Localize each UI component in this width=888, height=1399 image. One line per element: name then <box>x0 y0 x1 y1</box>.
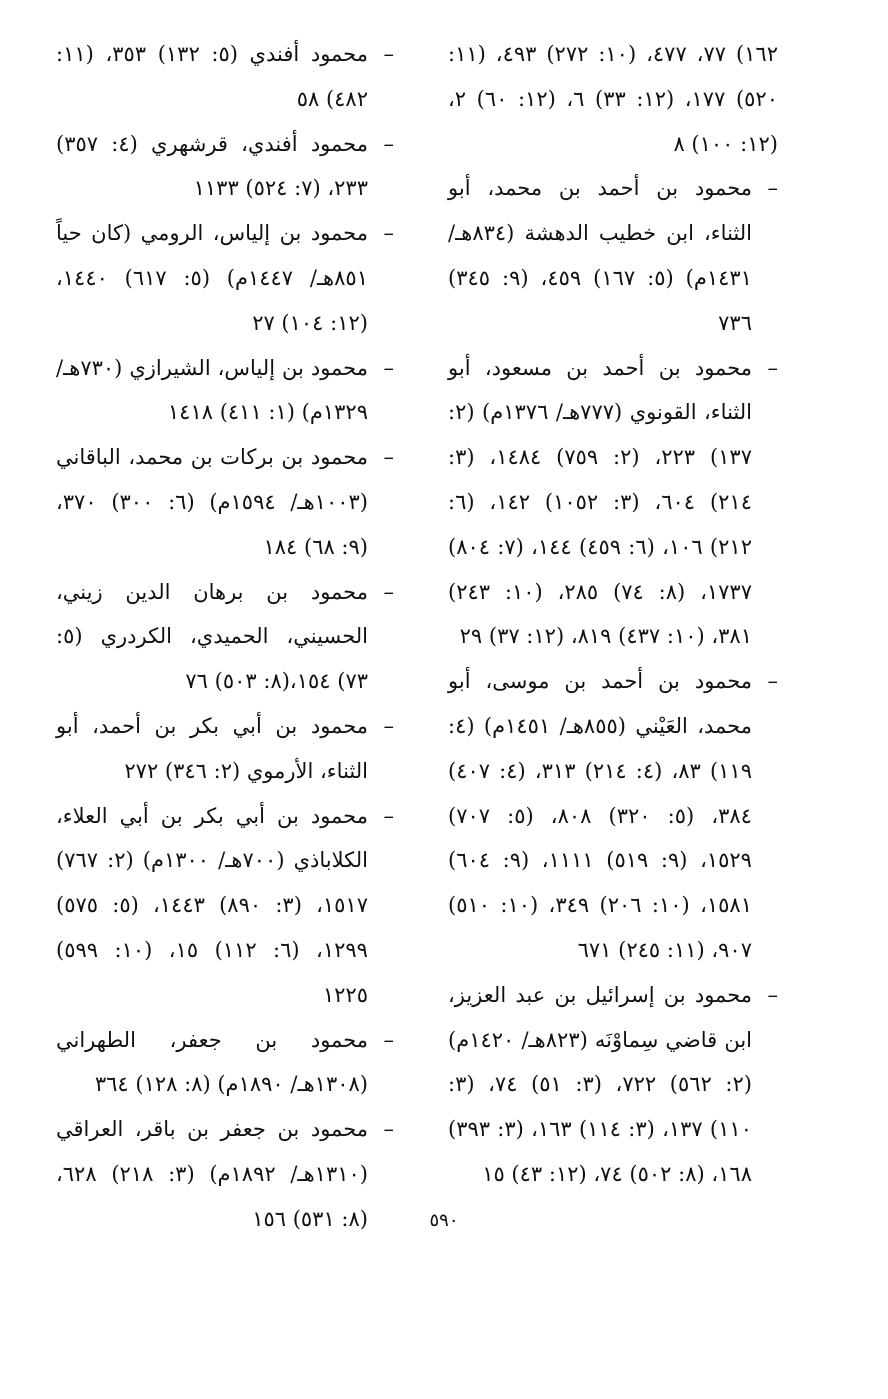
index-entry <box>56 32 394 122</box>
entry-text: محمود بن أحمد بن محمد، أبو الثناء، ابن خطيب الدهشة (٨٣٤هـ/ ١٤٣١م) (٥: ١٦٧) ٤٥٩، (٩: ٣٤٥) ٧٣٦ <box>448 176 752 335</box>
entry-dash: – <box>383 131 394 156</box>
entry-dash: – <box>767 982 778 1007</box>
entry-dash: – <box>767 355 778 380</box>
entry-text: محمود بن إلياس، الرومي (كان حياً ٨٥١هـ/ ١٤٤٧م) (٥: ٦١٧) ١٤٤٠، (١٢: ١٠٤) ٢٧ <box>56 221 368 335</box>
entry-dash: – <box>383 713 394 738</box>
index-entry <box>56 704 394 794</box>
entry-text: محمود أفندي، قرشهري (٤: ٣٥٧) ٢٣٣، (٧: ٥٢٤) ١١٣٣ <box>56 131 368 201</box>
index-entry <box>56 1018 394 1108</box>
entry-text: محمود بن جعفر، الطهراني (١٣٠٨هـ/ ١٨٩٠م) (٨: ١٢٨) ٣٦٤ <box>56 1027 368 1097</box>
entry-dash: – <box>383 1117 394 1142</box>
entry-dash: – <box>383 445 394 470</box>
index-entry <box>56 346 394 436</box>
entry-text: ١٦٢) ٧٧، ٤٧٧، (١٠: ٢٧٢) ٤٩٣، (١١: ٥٢٠) ١٧٧، (١٢: ٣٣) ٦، (١٢: ٦٠) ٢، (١٢: ١٠٠) ٨ <box>448 42 778 156</box>
entry-dash: – <box>383 579 394 604</box>
index-entry <box>448 973 778 1197</box>
index-entry <box>448 32 778 166</box>
index-entry <box>56 122 394 212</box>
index-entry <box>56 794 394 1018</box>
entry-text: محمود بن برهان الدين زيني، الحسيني، الحميدي، الكردري (٥: ٧٣) ١٥٤،(٨: ٥٠٣) ٧٦ <box>56 579 368 694</box>
entry-dash: – <box>383 42 394 66</box>
entry-text: محمود بن بركات بن محمد، الباقاني (١٠٠٣هـ/ ١٥٩٤م) (٦: ٣٠٠) ٣٧٠، (٩: ٦٨) ١٨٤ <box>56 445 368 559</box>
index-entry <box>448 659 778 973</box>
entry-text: محمود بن أحمد بن مسعود، أبو الثناء، القونوي (٧٧٧هـ/ ١٣٧٦م) (٢: ١٣٧) ٢٢٣، (٢: ٧٥٩) ١٤٨٤، (٣: ٢١٤) ٦٠٤، (٣: ١٠٥٢) ١٤٢، (٦: ٢١٢) ١٠٦، (٦: ٤٥٩) ١٤٤، (٧: ٨٠٤) ١٧٣٧، (٨: ٧٤) ٢٨٥، (١٠: ٢٤٣) ٣٨١، (١٠: ٤٣٧) ٨١٩، (١٢: ٣٧) ٢٩ <box>448 355 752 649</box>
entry-dash: – <box>767 669 778 694</box>
entry-dash: – <box>383 355 394 380</box>
entry-text: محمود بن أحمد بن موسى، أبو محمد، العَيْني (٨٥٥هـ/ ١٤٥١م) (٤: ١١٩) ٨٣، (٤: ٢١٤) ٣١٣، (٤: ٤٠٧) ٣٨٤، (٥: ٣٢٠) ٨٠٨، (٥: ٧٠٧) ١٥٢٩، (٩: ٥١٩) ١١١١، (٩: ٦٠٤) ١٥٨١، (١٠: ٢٠٦) ٣٤٩، (١٠: ٥١٠) ٩٠٧، (١١: ٢٤٥) ٦٧١ <box>448 669 752 962</box>
index-entry <box>56 211 394 345</box>
entry-text: محمود بن إسرائيل بن عبد العزيز، ابن قاضي سِماوْنَه (٨٢٣هـ/ ١٤٢٠م) (٢: ٥٦٢) ٧٢٢، (٣: ٥١) ٧٤، (٣: ١١٠) ١٣٧، (٣: ١١٤) ١٦٣، (٣: ٣٩٣) ١٦٨، (٨: ٥٠٢) ٧٤، (١٢: ٤٣) ١٥ <box>448 982 752 1186</box>
index-entry <box>448 166 778 345</box>
index-entry <box>56 435 394 569</box>
entry-text: محمود بن أبي بكر بن أحمد، أبو الثناء، الأرموي (٢: ٣٤٦) ٢٧٢ <box>56 713 368 783</box>
index-entry <box>56 570 394 704</box>
entry-dash: – <box>767 176 778 201</box>
index-entry <box>448 346 778 660</box>
entry-text: محمود بن جعفر بن باقر، العراقي (١٣١٠هـ/ ١٨٩٢م) (٣: ٢١٨) ٦٢٨، (٨: ٥٣١) ١٥٦ <box>56 1117 368 1231</box>
page-number: ٥٩٠ <box>429 1210 459 1231</box>
entry-dash: – <box>383 221 394 246</box>
right-column <box>448 32 778 1197</box>
entry-text: محمود أفندي (٥: ١٣٢) ٣٥٣، (١١: ٤٨٢) ٥٨ <box>56 42 368 111</box>
left-column <box>56 32 394 1242</box>
entry-dash: – <box>383 1027 394 1052</box>
entry-dash: – <box>383 803 394 828</box>
entry-text: محمود بن إلياس، الشيرازي (٧٣٠هـ/ ١٣٢٩م) (١: ٤١١) ١٤١٨ <box>56 355 368 425</box>
entry-text: محمود بن أبي بكر بن أبي العلاء، الكلاباذي (٧٠٠هـ/ ١٣٠٠م) (٢: ٧٦٧) ١٥١٧، (٣: ٨٩٠) ١٤٤٣، (٥: ٥٧٥) ١٢٩٩، (٦: ١١٢) ١٥، (١٠: ٥٩٩) ١٢٢٥ <box>56 803 368 1007</box>
